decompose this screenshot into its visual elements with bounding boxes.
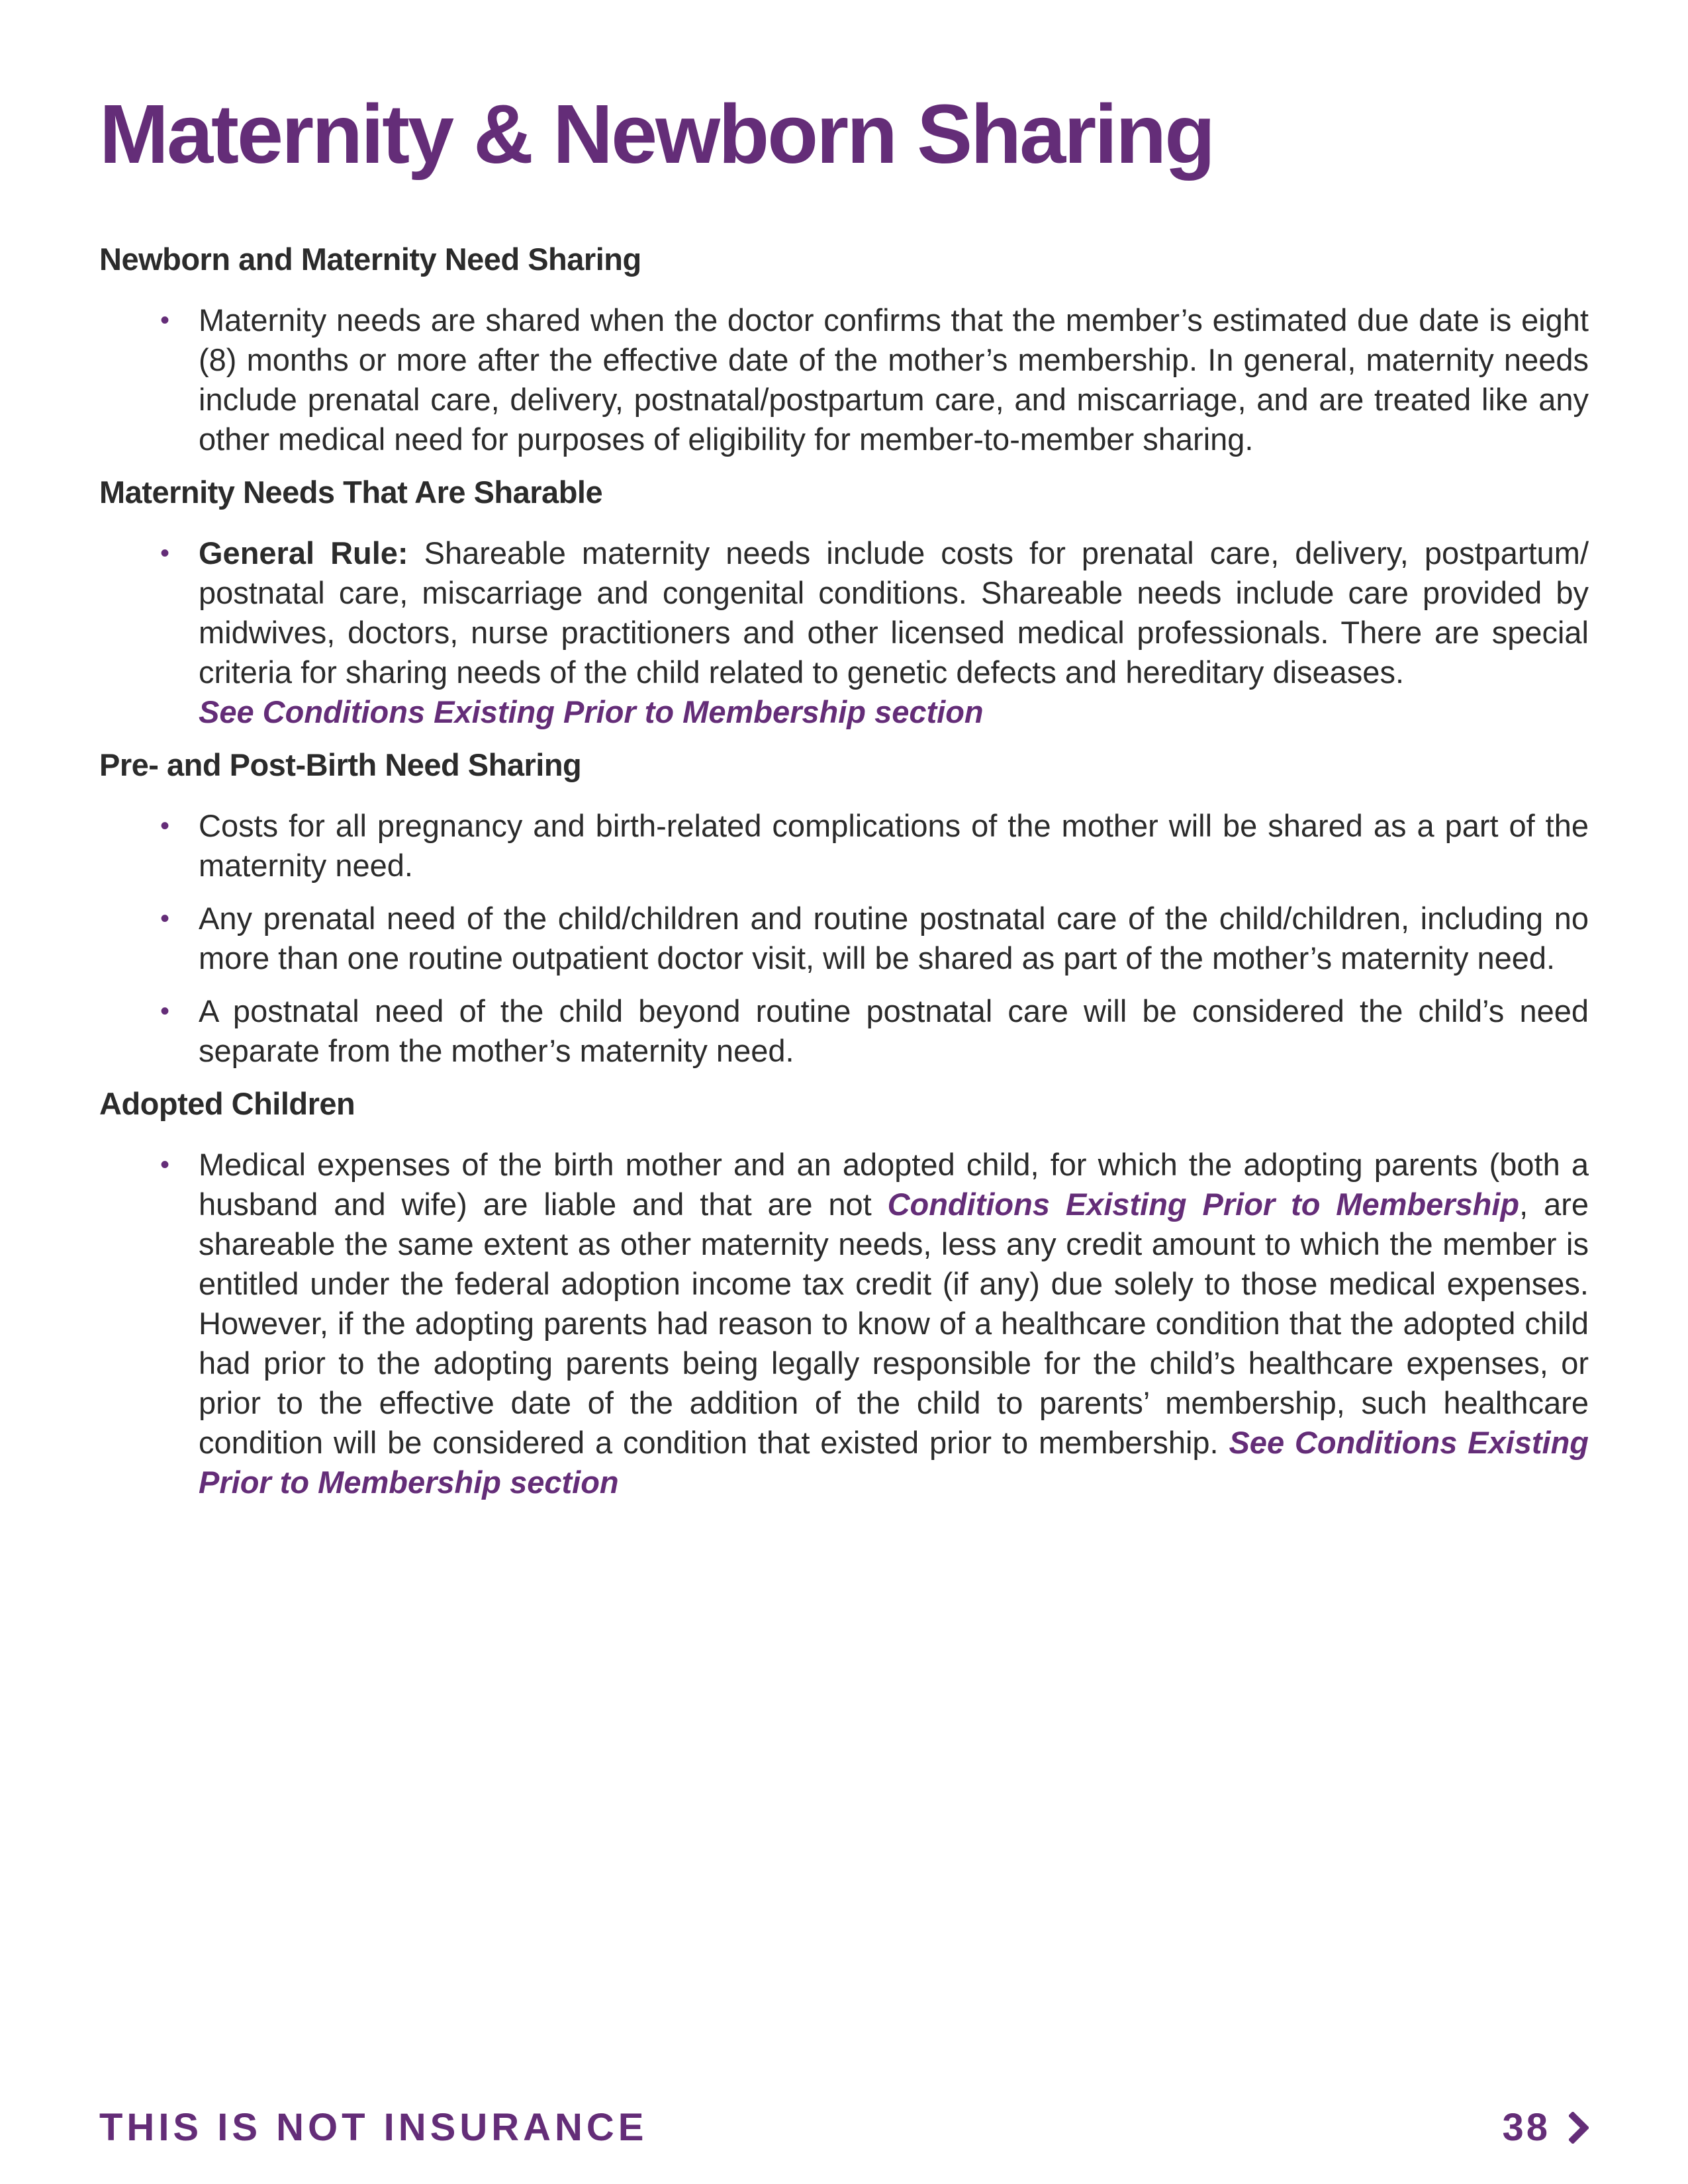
bullet-icon: •	[160, 306, 170, 335]
bullet-icon: •	[160, 1150, 170, 1179]
item-lead: General Rule:	[199, 535, 408, 570]
list-item	[99, 899, 1589, 978]
conditions-existing-link[interactable]: Conditions Existing Prior to Membership	[887, 1187, 1520, 1222]
footer-disclaimer: THIS IS NOT INSURANCE	[99, 2106, 648, 2149]
item-text: Shareable maternity needs include costs for prenatal care, delivery, postpartum/ postnatal care, miscarriage and congenital conditions. Shareable needs include care provided by midwives, doctors, nurse practitioners and other licensed medical professionals. There are special criteria for sharing needs of the child related to genetic defects and hereditary diseases.	[199, 535, 1589, 690]
chevron-right-icon[interactable]	[1569, 2112, 1589, 2144]
bullet-icon: •	[160, 904, 170, 933]
bullet-icon: •	[160, 997, 170, 1026]
item-text: , are shareable the same extent as other maternity needs, less any credit amount to which the member is entitled under the federal adoption income tax credit (if any) due solely to those medical expenses. However, if the adopting parents had reason to know of a healthcare condition that the adopted child had prior to the adopting parents being legally responsible for the child’s healthcare expenses, or prior to the effective date of the addition of the child to parents’ membership, such healthcare condition will be considered a condition that existed prior to membership.	[199, 1187, 1589, 1460]
page-number: 38	[1502, 2106, 1550, 2149]
item-text: Medical expenses of the birth mother and an adopted child, for which the adopting parents (both a husband and wife) are liable and that are not	[199, 1147, 1589, 1222]
section-heading-adopted-children: Adopted Children	[99, 1086, 355, 1121]
bullet-list	[99, 300, 1589, 459]
list-item	[99, 806, 1589, 886]
section-heading-newborn-maternity: Newborn and Maternity Need Sharing	[99, 242, 641, 277]
item-text: A postnatal need of the child beyond routine postnatal care will be considered the child’s need separate from the mother’s maternity need.	[199, 993, 1589, 1068]
item-text: Costs for all pregnancy and birth-related complications of the mother will be shared as a part of the maternity need.	[199, 808, 1589, 883]
section-heading-pre-post-birth: Pre- and Post-Birth Need Sharing	[99, 747, 582, 782]
list-item	[99, 991, 1589, 1071]
document-body	[99, 240, 1589, 1516]
list-item	[99, 533, 1589, 732]
see-conditions-link[interactable]: See Conditions Existing Prior to Membership section	[199, 694, 984, 729]
bullet-icon: •	[160, 539, 170, 568]
bullet-list	[99, 806, 1589, 1071]
page-title: Maternity & Newborn Sharing	[99, 87, 1214, 181]
bullet-icon: •	[160, 811, 170, 841]
item-text: Any prenatal need of the child/children and routine postnatal care of the child/children, including no more than one routine outpatient doctor visit, will be shared as part of the mother’s maternity need.	[199, 901, 1589, 976]
item-text: Maternity needs are shared when the doctor confirms that the member’s estimated due date is eight (8) months or more after the effective date of the mother’s membership. In general, maternity needs include prenatal care, delivery, postnatal/postpartum care, and miscarriage, and are treated like any other medical need for purposes of eligibility for member-to-member sharing.	[199, 302, 1589, 457]
footer-pagination	[1502, 2105, 1589, 2151]
bullet-list	[99, 533, 1589, 732]
list-item	[99, 1145, 1589, 1502]
section-heading-sharable: Maternity Needs That Are Sharable	[99, 475, 603, 510]
see-conditions-link[interactable]: See Conditions Existing Prior to Membership section	[199, 1425, 1589, 1500]
bullet-list	[99, 1145, 1589, 1502]
list-item	[99, 300, 1589, 459]
